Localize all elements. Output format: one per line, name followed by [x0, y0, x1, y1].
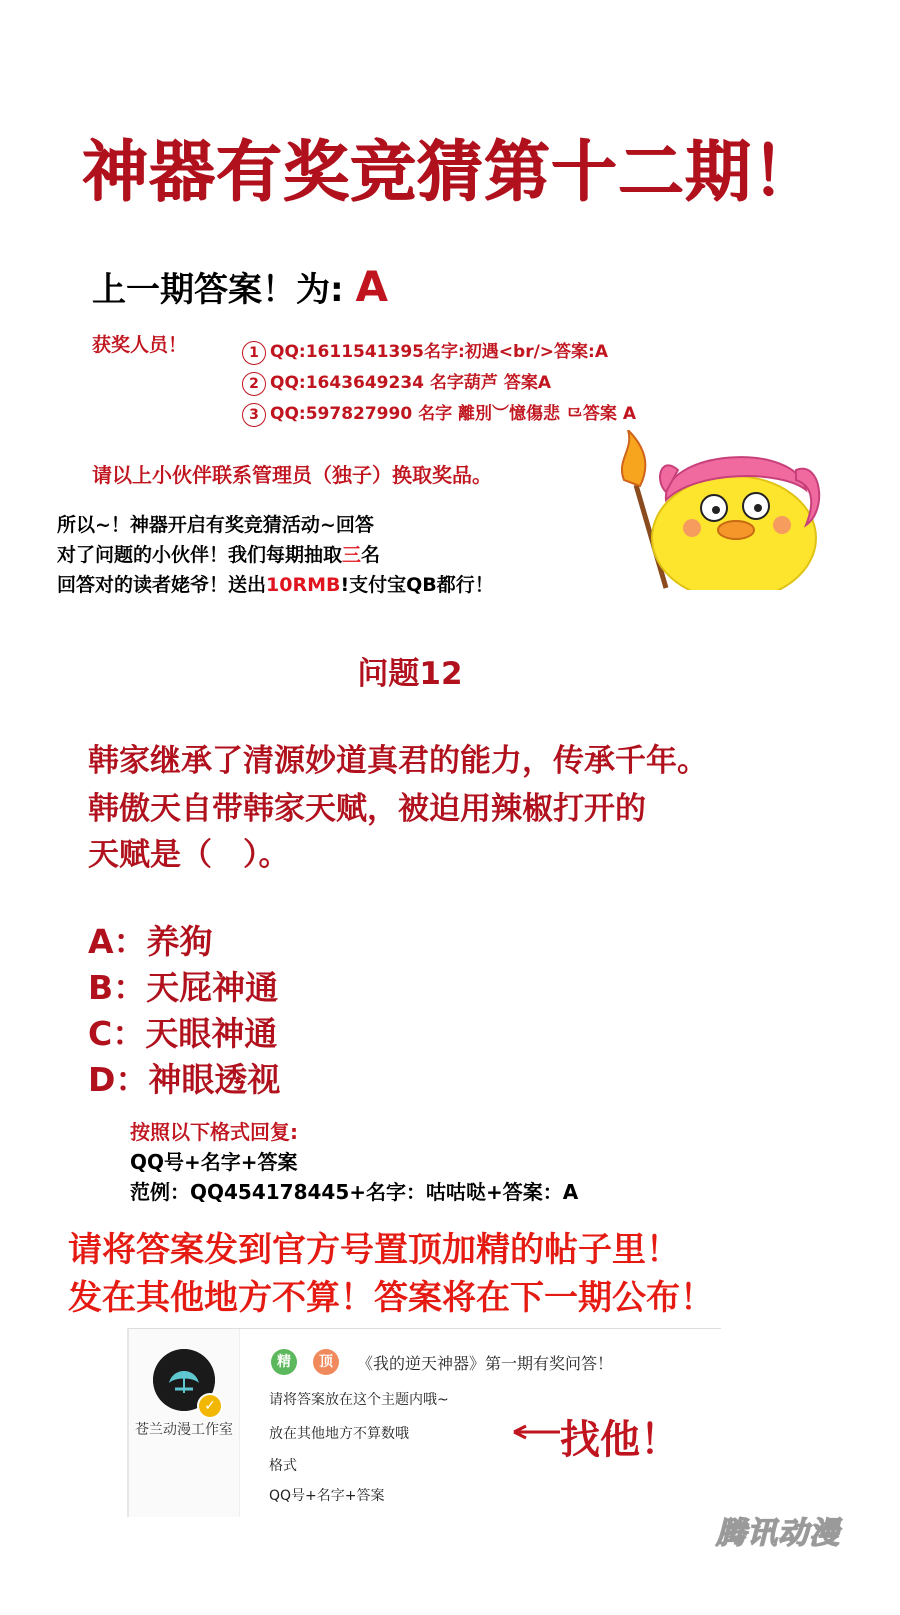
option-c: C：天眼神通 [88, 1014, 278, 1053]
intro-line: 所以~！神器开启有奖竞猜活动~回答 [57, 514, 374, 536]
intro-text: 名 [361, 544, 381, 566]
chick-cheek-right [773, 516, 791, 534]
arrow-left-icon [512, 1424, 560, 1440]
winner-number: 1 [242, 341, 266, 365]
intro-text: !支付宝QB都行！ [340, 574, 494, 596]
chick-beak [718, 521, 754, 539]
winner-text: QQ:1611541395名字:初遇<br/>答案:A [270, 342, 608, 362]
mascot-chick-icon [606, 430, 828, 590]
format-line: QQ号+名字+答案 [130, 1150, 298, 1174]
winner-text: QQ:597827990 名字 離別︶憶傷悲 ⺋答案 A [270, 404, 636, 424]
winners-label: 获奖人员！ [92, 334, 188, 356]
chick-pupil-right [754, 504, 762, 512]
chick-pupil-left [712, 506, 720, 514]
winner-number: 3 [242, 403, 266, 427]
winner-text: QQ:1643649234 名字葫芦 答案A [270, 373, 551, 393]
torch-flame [622, 430, 645, 486]
last-answer-text: 上一期答案！为: [92, 270, 344, 310]
verified-badge-icon: ✓ [197, 1393, 223, 1419]
author-name[interactable]: 苍兰动漫工作室 [135, 1422, 233, 1438]
intro-highlight: 三 [342, 544, 362, 566]
contact-note: 请以上小伙伴联系管理员（独子）换取奖品。 [92, 463, 492, 487]
post-body-line: 请将答案放在这个主题内哦~ [269, 1392, 449, 1408]
post-body-line: 格式 [269, 1458, 297, 1474]
author-panel [129, 1329, 240, 1517]
option-a: A：养狗 [88, 922, 213, 961]
post-title-link[interactable]: 《我的逆天神器》第一期有奖问答！ [357, 1354, 614, 1373]
post-body-line: 放在其他地方不算数哦 [269, 1426, 409, 1442]
option-b: B：天屁神通 [88, 968, 279, 1007]
post-body-line: QQ号+名字+答案 [269, 1488, 385, 1504]
question-title: 问题12 [357, 656, 463, 692]
featured-tag: 精 [271, 1349, 297, 1375]
last-answer [92, 262, 388, 311]
chick-cheek-left [683, 519, 701, 537]
pinned-tag: 顶 [313, 1349, 339, 1375]
intro-text: 对了问题的小伙伴！我们每期抽取 [57, 544, 343, 566]
intro-highlight: 10RMB [266, 574, 341, 596]
winner-row [242, 368, 551, 396]
winner-row [242, 337, 608, 365]
watermark: 腾讯动漫 [716, 1516, 840, 1551]
question-line: 韩家继承了清源妙道真君的能力，传承千年。 [88, 743, 708, 779]
last-answer-value: A [355, 262, 388, 311]
format-example: 范例：QQ454178445+名字：咕咕哒+答案：A [130, 1180, 579, 1204]
notice-line: 请将答案发到官方号置顶加精的帖子里！ [68, 1230, 680, 1270]
find-him-label: 找他！ [560, 1417, 680, 1463]
notice-line: 发在其他地方不算！答案将在下一期公布！ [68, 1278, 714, 1318]
format-heading: 按照以下格式回复: [130, 1120, 298, 1144]
question-line: 韩傲天自带韩家天赋，被迫用辣椒打开的 [88, 791, 646, 827]
question-line: 天赋是（ ）。 [88, 837, 290, 873]
winner-number: 2 [242, 372, 266, 396]
intro-text: 回答对的读者姥爷！送出 [57, 574, 267, 596]
option-d: D：神眼透视 [88, 1060, 281, 1099]
page-title: 神器有奖竞猜第十二期！ [81, 133, 819, 210]
intro-line [57, 540, 380, 567]
winner-row [242, 399, 636, 427]
intro-line [57, 570, 494, 597]
